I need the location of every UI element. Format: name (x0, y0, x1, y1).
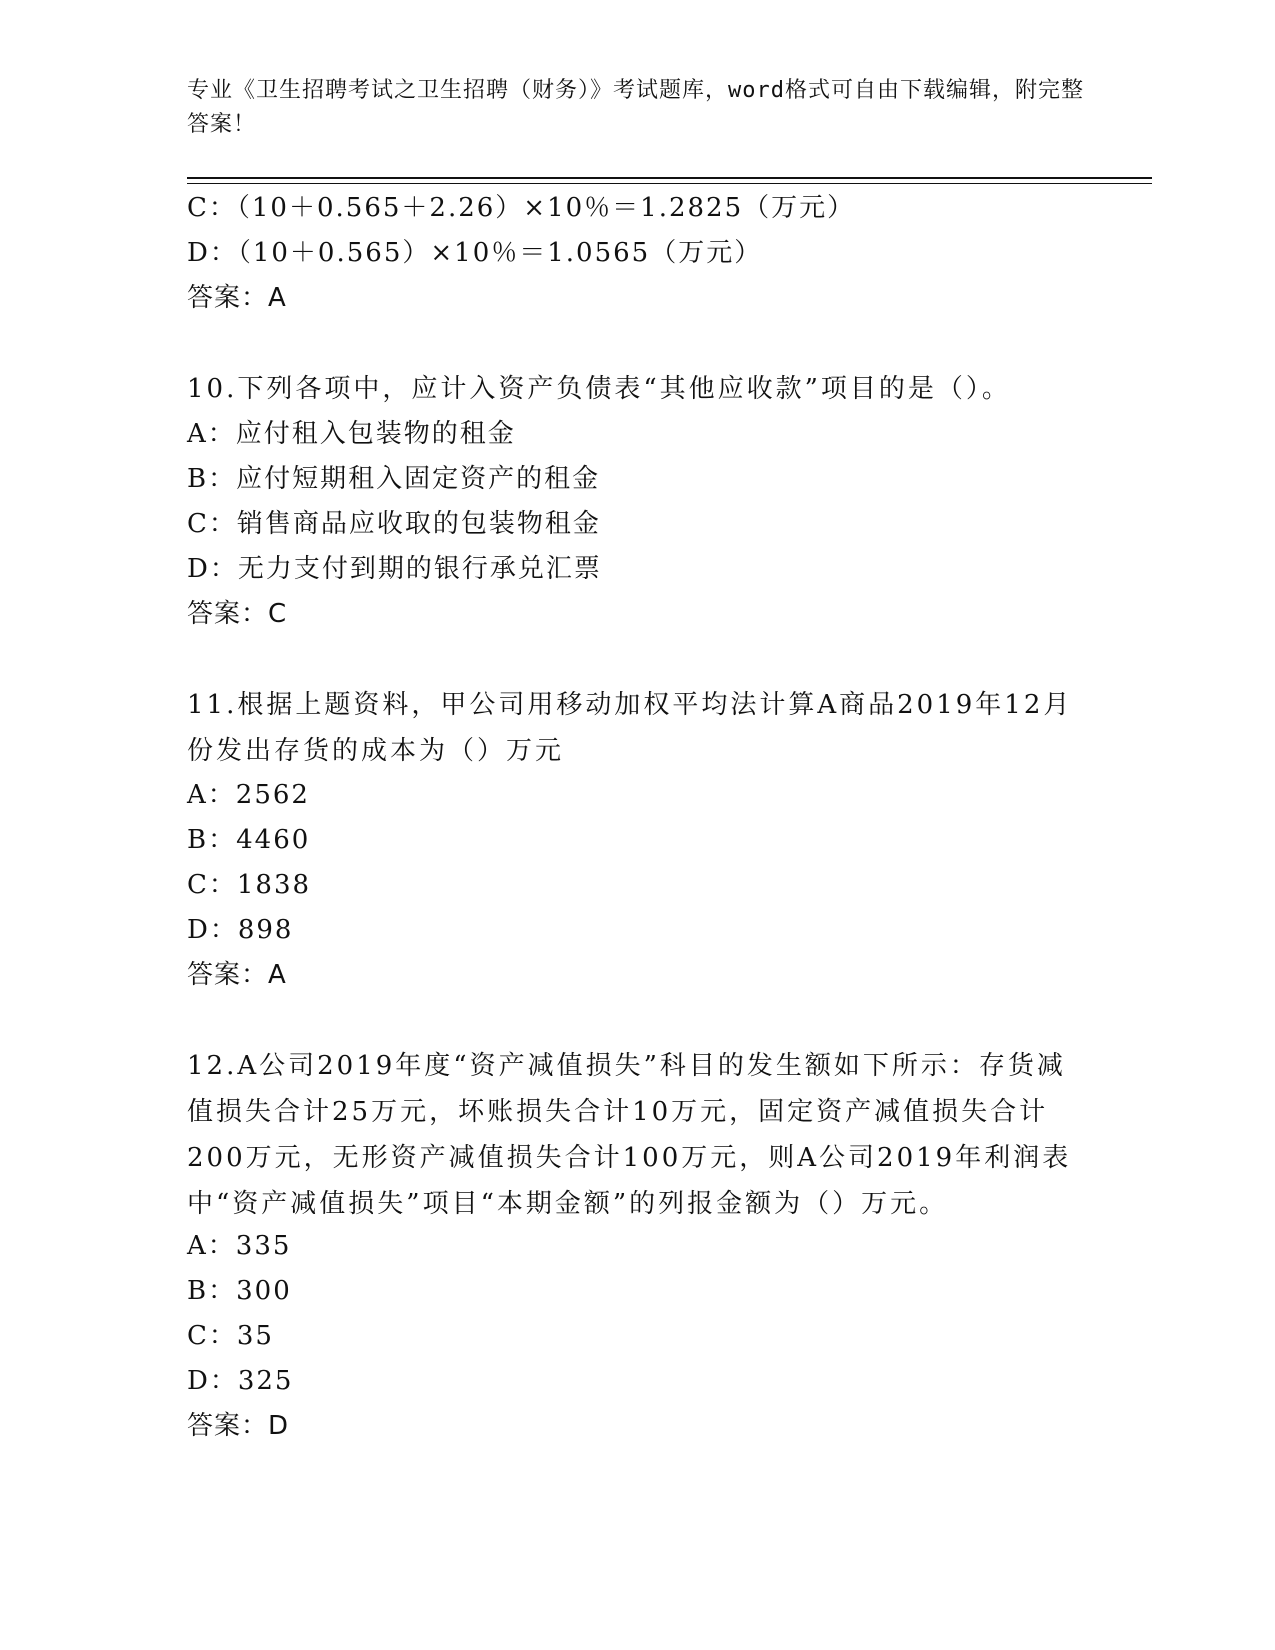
q12-option-a: A：335 (187, 1231, 292, 1261)
q10-answer: 答案：C (187, 599, 288, 629)
q11-option-d: D：898 (187, 915, 294, 945)
document-header: 专业《卫生招聘考试之卫生招聘（财务）》考试题库，word格式可自由下载编辑，附完整答案！ (187, 78, 1084, 137)
q11-option-b: B：4460 (187, 825, 311, 855)
q10-option-d: D：无力支付到期的银行承兑汇票 (187, 554, 602, 584)
q12-option-c: C：35 (187, 1321, 274, 1351)
q10-option-b: B：应付短期租入固定资产的租金 (187, 464, 601, 494)
prev-option-c: C：（10＋0.565＋2.26）×10％＝1.2825（万元） (187, 193, 856, 223)
header-rule-thin (187, 183, 1152, 184)
q11-stem: 11.根据上题资料，甲公司用移动加权平均法计算A商品2019年12月份发出存货的成本为（）万元 (187, 690, 1073, 766)
q12-option-b: B：300 (187, 1276, 292, 1306)
q12-stem: 12.A公司2019年度“资产减值损失”科目的发生额如下所示：存货减值损失合计25万元，坏账损失合计10万元，固定资产减值损失合计200万元，无形资产减值损失合计100万元，则A公司2019年利润表中“资产减值损失”项目“本期金额”的列报金额为（）万元。 (187, 1051, 1072, 1219)
q10-stem: 10.下列各项中，应计入资产负债表“其他应收款”项目的是（）。 (187, 374, 1011, 404)
q12-option-d: D：325 (187, 1366, 294, 1396)
prev-option-d: D：（10＋0.565）×10％＝1.0565（万元） (187, 238, 763, 268)
header-rule-thick (187, 177, 1152, 179)
q10-option-a: A：应付租入包装物的租金 (187, 419, 516, 449)
q11-answer: 答案：A (187, 960, 287, 990)
q11-option-a: A：2562 (187, 780, 310, 810)
q10-option-c: C：销售商品应收取的包装物租金 (187, 509, 601, 539)
q12-answer: 答案：D (187, 1411, 290, 1441)
q11-option-c: C：1838 (187, 870, 312, 900)
prev-answer: 答案：A (187, 283, 287, 313)
